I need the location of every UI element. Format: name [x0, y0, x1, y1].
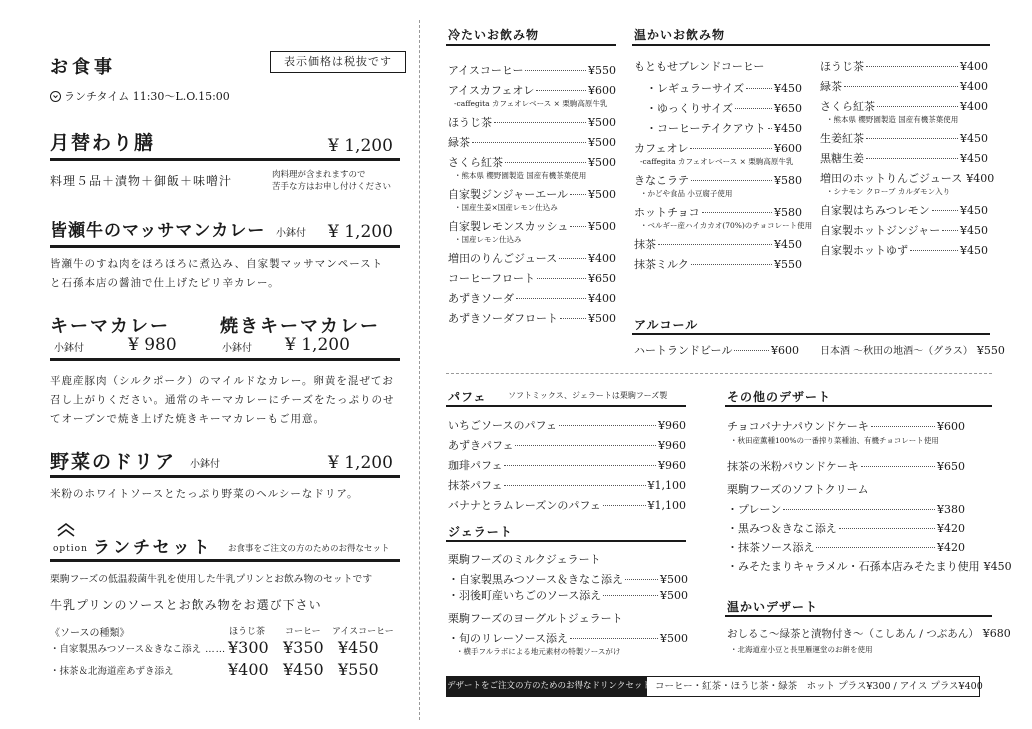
- curry-desc: と石孫本店の醤油で仕上げたピリ辛カレー。: [50, 277, 280, 289]
- list-item: おしるこ～緑茶と漬物付き～（こしあん / つぶあん） ¥680: [727, 627, 1011, 640]
- item-name: 自家製はちみつレモン: [820, 204, 930, 217]
- set-price: ¥550: [338, 660, 379, 679]
- item-note: ・かどや食品 小豆腐子使用: [640, 189, 733, 198]
- list-item: ・羽後町産いちごのソース添え ¥500: [448, 589, 688, 602]
- item-name: ホットチョコ: [634, 206, 700, 219]
- chevron-up-icon: [56, 523, 76, 543]
- item-name: ・抹茶ソース添え: [727, 541, 815, 554]
- item-name: ・ゆっくりサイズ: [646, 102, 734, 115]
- sauce-label: ・自家製黒みつソース＆きなこ添え: [50, 644, 202, 655]
- item-name: ほうじ茶: [448, 116, 492, 129]
- item-price: ¥400: [588, 252, 616, 265]
- yaki-keema-price: ¥ 1,200: [285, 335, 350, 355]
- item-price: ¥960: [658, 439, 686, 452]
- list-item: [448, 186, 616, 202]
- drink-set-text: コーヒー・紅茶・ほうじ茶・緑茶 ホット プラス¥300 / アイス プラス¥400: [655, 681, 983, 692]
- section-divider: [446, 373, 992, 374]
- gelato-title: ジェラート: [448, 525, 513, 539]
- table-row: [50, 663, 174, 677]
- list-item: [448, 270, 616, 286]
- list-item: [448, 417, 686, 433]
- item-note: ・シナモン クローブ カルダモン入り: [826, 187, 951, 196]
- divider: [632, 333, 990, 335]
- list-item: [634, 256, 802, 272]
- set-price: ¥350: [283, 638, 324, 657]
- list-item: [820, 242, 988, 258]
- item-name: アイスカフェオレ: [448, 84, 535, 97]
- item-name: さくら紅茶: [448, 156, 503, 169]
- item-note: ・国産生姜×国産レモン仕込み: [454, 203, 558, 212]
- item-price: ¥450: [774, 82, 802, 95]
- list-item: [820, 98, 988, 114]
- keema-desc: てオーブンで焼き上げた焼きキーマカレーもご用意。: [50, 413, 326, 425]
- warm-dessert-title: 温かいデザート: [727, 600, 819, 614]
- item-price: ¥1,100: [647, 479, 686, 492]
- item-price: ¥500: [588, 136, 616, 149]
- list-item: [820, 150, 988, 166]
- item-price: ¥580: [774, 206, 802, 219]
- item-price: ¥400: [966, 172, 995, 185]
- item-name: あずきソーダ: [448, 292, 514, 305]
- monthly-note: 苦手な方はお申し付けください: [272, 182, 392, 192]
- item-name: 増田のりんごジュース: [448, 252, 558, 265]
- keema-tag: 小鉢付: [54, 343, 84, 354]
- item-price: ¥450: [960, 152, 988, 165]
- yaki-keema-tag: 小鉢付: [222, 343, 252, 354]
- keema-name: キーマカレー: [50, 316, 170, 337]
- keema-desc: 平鹿産豚肉（シルクポーク）のマイルドなカレー。卵黄を混ぜてお: [50, 375, 394, 387]
- list-item: [448, 457, 686, 473]
- list-item: [634, 172, 802, 188]
- item-name: 抹茶パフェ: [448, 479, 503, 492]
- item-name: 抹茶ミルク: [634, 258, 689, 271]
- item-name: 自家製レモンスカッシュ: [448, 220, 569, 233]
- item-price: ¥450: [774, 122, 802, 135]
- item-name: きなこラテ: [634, 174, 689, 187]
- list-item: [820, 58, 988, 74]
- item-price: ¥380: [937, 503, 965, 516]
- item-name: 自家製ジンジャーエール: [448, 188, 569, 201]
- list-item: [448, 250, 616, 266]
- list-item: [634, 236, 802, 252]
- list-item: ・旬のリレーソース添え ¥500: [448, 632, 688, 645]
- item-note: -caffegita カフェオレベース × 栗駒高原牛乳: [640, 157, 794, 166]
- item-name: 抹茶: [634, 238, 656, 251]
- item-note: ・熊本県 櫻野園製造 国産有機茶葉使用: [826, 115, 959, 124]
- curry-desc: 皆瀬牛のすね肉をほろほろに煮込み、自家製マッサマンペースト: [50, 258, 384, 270]
- item-name: アイスコーヒー: [448, 64, 524, 77]
- col-header: アイスコーヒー: [332, 627, 394, 637]
- sauce-header: 《ソースの種類》: [50, 628, 130, 639]
- lunch-set-sub: お食事をご注文の方のためのお得なセット: [228, 544, 390, 554]
- item-price: ¥650: [588, 272, 616, 285]
- list-item: [820, 170, 995, 186]
- item-price: ¥550: [588, 64, 616, 77]
- lunch-set-title: ランチセット: [93, 538, 213, 558]
- col-header: ほうじ茶: [229, 627, 266, 637]
- list-item: [646, 100, 802, 116]
- list-item: 日本酒 ～秋田の地酒～（グラス） ¥550: [820, 344, 1005, 357]
- item-price: ¥500: [588, 188, 616, 201]
- item-name: 生姜紅茶: [820, 132, 864, 145]
- divider: [50, 358, 400, 361]
- list-item: [727, 539, 965, 555]
- option-label: option: [53, 544, 88, 554]
- set-price: ¥300: [228, 638, 269, 657]
- list-item: [448, 62, 616, 78]
- lunch-set-choose: 牛乳プリンのソースとお飲み物をお選び下さい: [50, 598, 322, 612]
- item-name: ・レギュラーサイズ: [646, 82, 745, 95]
- monthly-note: 肉料理が含まれますので: [272, 170, 366, 180]
- item-note: ・秋田産薫種100%の一番搾り菜種油、有機チョコレート使用: [730, 436, 939, 445]
- table-row: ・自家製黒みつソース＆きなこ添え ……: [50, 644, 227, 655]
- item-price: ¥1,100: [647, 499, 686, 512]
- alcohol-title: アルコール: [634, 318, 699, 332]
- divider: [50, 559, 400, 562]
- item-price: ¥500: [588, 156, 616, 169]
- item-price: ¥500: [588, 220, 616, 233]
- list-item: [634, 140, 802, 156]
- keema-desc: 召し上がりください。通常のキーマカレーにチーズをたっぷりのせ: [50, 394, 395, 406]
- list-item: [727, 501, 965, 517]
- item-name: さくら紅茶: [820, 100, 875, 113]
- curry-price: ¥ 1,200: [328, 222, 393, 242]
- item-name: ・コーヒーテイクアウト: [646, 122, 766, 135]
- lunch-time: ランチタイム 11:30～L.O.15:00: [50, 88, 230, 104]
- other-dessert-title: その他のデザート: [727, 390, 832, 404]
- item-name: 緑茶: [820, 80, 842, 93]
- item-name: カフェオレ: [634, 142, 689, 155]
- divider: [632, 44, 990, 46]
- item-name: バナナとラムレーズンのパフェ: [448, 499, 601, 512]
- doria-desc: 米粉のホワイトソースとたっぷり野菜のヘルシーなドリア。: [50, 488, 359, 500]
- item-note: ・国産レモン仕込み: [454, 235, 522, 244]
- item-price: ¥650: [774, 102, 802, 115]
- gelato-yog-head: 栗駒フーズのヨーグルトジェラート: [448, 612, 623, 625]
- list-item: 抹茶の米粉パウンドケーキ ¥650: [727, 460, 965, 473]
- curry-name: 皆瀬牛のマッサマンカレー: [50, 221, 266, 241]
- item-name: 黒糖生姜: [820, 152, 864, 165]
- item-price: ¥580: [774, 174, 802, 187]
- list-item: [448, 82, 616, 98]
- item-price: ¥600: [588, 84, 616, 97]
- item-name: あずきソーダフロート: [448, 312, 558, 325]
- yaki-keema-name: 焼きキーマカレー: [220, 316, 380, 337]
- blend-name: もともせブレンドコーヒー: [634, 60, 765, 73]
- list-item: ・自家製黒みつソース＆きなこ添え ¥500: [448, 573, 688, 586]
- list-item: [448, 114, 616, 130]
- list-item: [448, 477, 686, 493]
- item-price: ¥500: [588, 312, 616, 325]
- item-price: ¥450: [960, 244, 988, 257]
- item-note: ・横手フルラボによる地元素材の特製ソースがけ: [456, 647, 621, 656]
- item-price: ¥600: [774, 142, 802, 155]
- list-item: [448, 497, 686, 513]
- item-price: ¥960: [658, 459, 686, 472]
- item-price: ¥400: [960, 60, 988, 73]
- list-item: チョコバナナパウンドケーキ ¥600: [727, 420, 965, 433]
- list-item: [820, 202, 988, 218]
- divider: [446, 405, 686, 407]
- food-heading: お食事: [50, 57, 116, 78]
- item-price: ¥400: [960, 100, 988, 113]
- gelato-milk-head: 栗駒フーズのミルクジェラート: [448, 553, 601, 566]
- drink-set-label: デザートをご注文の方のためのお得なドリンクセット: [447, 677, 647, 696]
- item-name: コーヒーフロート: [448, 272, 536, 285]
- parfait-sub: ソフトミックス、ジェラートは栗駒フーズ製: [508, 391, 668, 400]
- list-item: [727, 558, 1012, 574]
- item-price: ¥420: [937, 541, 965, 554]
- item-note: -caffegita カフェオレベース × 栗駒高原牛乳: [454, 99, 608, 108]
- list-item: [448, 134, 616, 150]
- set-price: ¥450: [338, 638, 379, 657]
- hot-title: 温かいお飲み物: [634, 28, 726, 42]
- doria-name: 野菜のドリア: [50, 451, 177, 473]
- list-item: ハートランドビール ¥600: [634, 344, 799, 357]
- item-price: ¥450: [960, 132, 988, 145]
- clock-icon: [50, 91, 61, 102]
- item-name: ・みそたまりキャラメル・石孫本店みそたまり使用: [727, 560, 980, 573]
- list-item: [448, 154, 616, 170]
- item-price: ¥400: [588, 292, 616, 305]
- item-name: あずきパフェ: [448, 439, 514, 452]
- list-item: [448, 310, 616, 326]
- set-price: ¥450: [283, 660, 324, 679]
- item-price: ¥400: [960, 80, 988, 93]
- divider: [50, 158, 400, 161]
- item-price: ¥550: [774, 258, 802, 271]
- list-item: [646, 120, 802, 136]
- list-item: [448, 218, 616, 234]
- item-name: 自家製ホットジンジャー: [820, 224, 941, 237]
- item-price: ¥420: [937, 522, 965, 535]
- set-price: ¥400: [228, 660, 269, 679]
- list-item: [727, 520, 965, 536]
- item-name: いちごソースのパフェ: [448, 419, 557, 432]
- list-item: [448, 290, 616, 306]
- monthly-price: ¥ 1,200: [328, 136, 393, 156]
- list-item: [646, 80, 802, 96]
- item-name: 増田のホットりんごジュース: [820, 172, 963, 185]
- divider: [446, 540, 686, 542]
- list-item: [820, 78, 988, 94]
- item-name: ・黒みつ＆きなこ添え: [727, 522, 837, 535]
- divider: [725, 615, 992, 617]
- keema-price: ¥ 980: [128, 335, 177, 355]
- item-name: 自家製ホットゆず: [820, 244, 908, 257]
- item-price: ¥960: [658, 419, 686, 432]
- tax-note: 表示価格は税抜です: [270, 51, 406, 73]
- item-note: ・北海道産小豆と長里雁運堂のお餅を使用: [730, 645, 873, 654]
- item-price: ¥500: [588, 116, 616, 129]
- item-note: ・ベルギー産ハイカカオ(70%)のチョコレート使用: [640, 221, 813, 230]
- parfait-title: パフェ: [448, 390, 487, 404]
- divider: [50, 475, 400, 478]
- doria-price: ¥ 1,200: [328, 453, 393, 473]
- item-price: ¥450: [774, 238, 802, 251]
- item-price: ¥450: [960, 224, 988, 237]
- sauce-label: ・抹茶＆北海道産あずき添え: [50, 666, 174, 677]
- divider: [446, 44, 616, 46]
- doria-tag: 小鉢付: [190, 459, 220, 470]
- page-divider: [419, 20, 420, 720]
- lunch-set-desc: 栗駒フーズの低温殺菌牛乳を使用した牛乳プリンとお飲み物のセットです: [50, 574, 373, 585]
- item-name: 緑茶: [448, 136, 470, 149]
- list-item: [634, 204, 802, 220]
- list-item: [820, 130, 988, 146]
- item-price: ¥450: [983, 560, 1012, 573]
- item-name: ほうじ茶: [820, 60, 864, 73]
- list-item: [448, 437, 686, 453]
- item-price: ¥450: [960, 204, 988, 217]
- drink-set-bar: [446, 676, 983, 697]
- soft-head: 栗駒フーズのソフトクリーム: [727, 483, 869, 496]
- curry-tag: 小鉢付: [276, 228, 306, 239]
- col-header: コーヒー: [285, 627, 321, 637]
- item-name: 珈琲パフェ: [448, 459, 503, 472]
- list-item: [820, 222, 988, 238]
- divider: [725, 405, 992, 407]
- monthly-desc: 料理５品＋漬物＋御飯＋味噌汁: [50, 174, 233, 188]
- monthly-name: 月替わり膳: [50, 132, 156, 154]
- divider: [50, 245, 400, 248]
- item-note: ・熊本県 櫻野園製造 国産有機茶葉使用: [454, 171, 587, 180]
- cold-title: 冷たいお飲み物: [448, 28, 540, 42]
- item-name: ・プレーン: [727, 503, 782, 516]
